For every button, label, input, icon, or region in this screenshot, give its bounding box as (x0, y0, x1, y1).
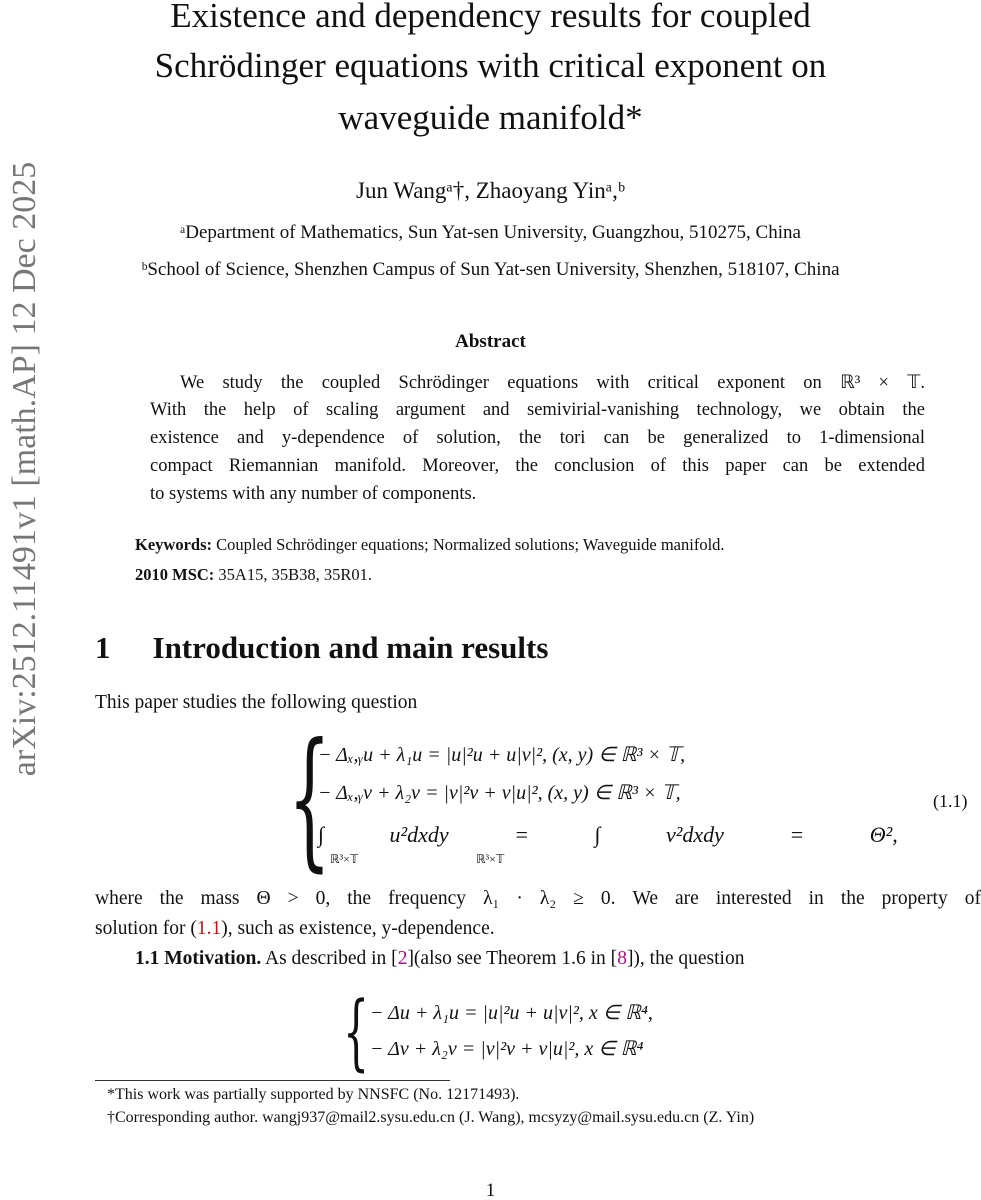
equation-reference-link[interactable]: 1.1 (196, 918, 222, 939)
paragraph-line (95, 918, 981, 940)
keywords (135, 535, 725, 555)
citation-link[interactable]: 8 (617, 948, 627, 969)
equation-2-line-2: − Δv + λ₂v = |v|²v + v|u|², x ∈ ℝ⁴ (370, 1038, 644, 1060)
abstract-heading: Abstract (455, 331, 526, 352)
text: ), such as existence, y-dependence. (221, 918, 495, 939)
paragraph-line: where the mass Θ > 0, the frequency λ₁ · λ₂ ≥ 0. We are interested in the property of (95, 888, 981, 909)
text: ](also see Theorem 1.6 in [ (407, 948, 618, 969)
arxiv-identifier: arXiv:2512.11491v1 [math.AP] 12 Dec 2025 (6, 161, 43, 777)
equation-line-2: − Δₓ,ᵧv + λ₂v = |v|²v + v|u|², (x, y) ∈ ℝ³ × 𝕋, (318, 782, 681, 804)
msc-text: 35A15, 35B38, 35R01. (218, 565, 372, 584)
footnote-2: †Corresponding author. wangj937@mail2.sysu.edu.cn (J. Wang), mcsyzy@mail.sysu.edu.cn (Z. Yin) (107, 1109, 755, 1126)
equation-label: (1.1) (933, 791, 968, 811)
equation-2-line-1: − Δu + λ₁u = |u|²u + u|v|², x ∈ ℝ⁴, (370, 1002, 653, 1024)
text: solution for ( (95, 918, 197, 939)
motivation-line (135, 948, 981, 970)
left-brace: { (343, 985, 370, 1080)
text: As described in [ (261, 948, 398, 969)
section-heading (95, 630, 548, 666)
affiliation-a: ᵃDepartment of Mathematics, Sun Yat-sen University, Guangzhou, 510275, China (180, 222, 801, 243)
equation-line-3: ∫ u²dxdy = ∫ v²dxdy = Θ², (318, 822, 898, 847)
affiliation-b: ᵇSchool of Science, Shenzhen Campus of Sun Yat-sen University, Shenzhen, 518107, China (141, 259, 840, 280)
msc (135, 565, 372, 585)
abstract-line: to systems with any number of components. (150, 484, 477, 504)
keywords-text: Coupled Schrödinger equations; Normalized solutions; Waveguide manifold. (216, 535, 725, 554)
footnote-rule (95, 1080, 450, 1081)
authors: Jun Wangᵃ†, Zhaoyang Yinᵃ,ᵇ (356, 178, 625, 203)
left-brace: { (288, 712, 331, 886)
integral-domain: ℝ³×𝕋 (476, 852, 505, 866)
page-number: 1 (485, 1180, 496, 1200)
abstract-line: compact Riemannian manifold. Moreover, the conclusion of this paper can be extended (150, 456, 925, 476)
abstract-line: We study the coupled Schrödinger equations with critical exponent on ℝ³ × 𝕋. (180, 373, 925, 393)
title-line-1: Existence and dependency results for coupled (170, 0, 811, 35)
intro-text: This paper studies the following question (95, 692, 418, 713)
citation-link[interactable]: 2 (397, 948, 408, 969)
section-number: 1 (95, 630, 111, 665)
section-title: Introduction and main results (152, 630, 549, 665)
abstract-line: With the help of scaling argument and semivirial-vanishing technology, we obtain the (150, 400, 925, 420)
title-line-2: Schrödinger equations with critical exponent on (154, 46, 827, 85)
motivation-label: 1.1 Motivation. (135, 948, 262, 969)
text: ]), the question (626, 948, 745, 969)
msc-label: 2010 MSC: (135, 565, 215, 584)
title-line-3: waveguide manifold* (338, 98, 643, 137)
integral-domain: ℝ³×𝕋 (330, 852, 359, 866)
abstract-line: existence and y-dependence of solution, the tori can be generalized to 1-dimensional (150, 428, 925, 448)
footnote-1: *This work was partially supported by NNSFC (No. 12171493). (107, 1086, 520, 1103)
equation-line-1: − Δₓ,ᵧu + λ₁u = |u|²u + u|v|², (x, y) ∈ ℝ³ × 𝕋, (318, 744, 686, 766)
keywords-label: Keywords: (135, 535, 212, 554)
